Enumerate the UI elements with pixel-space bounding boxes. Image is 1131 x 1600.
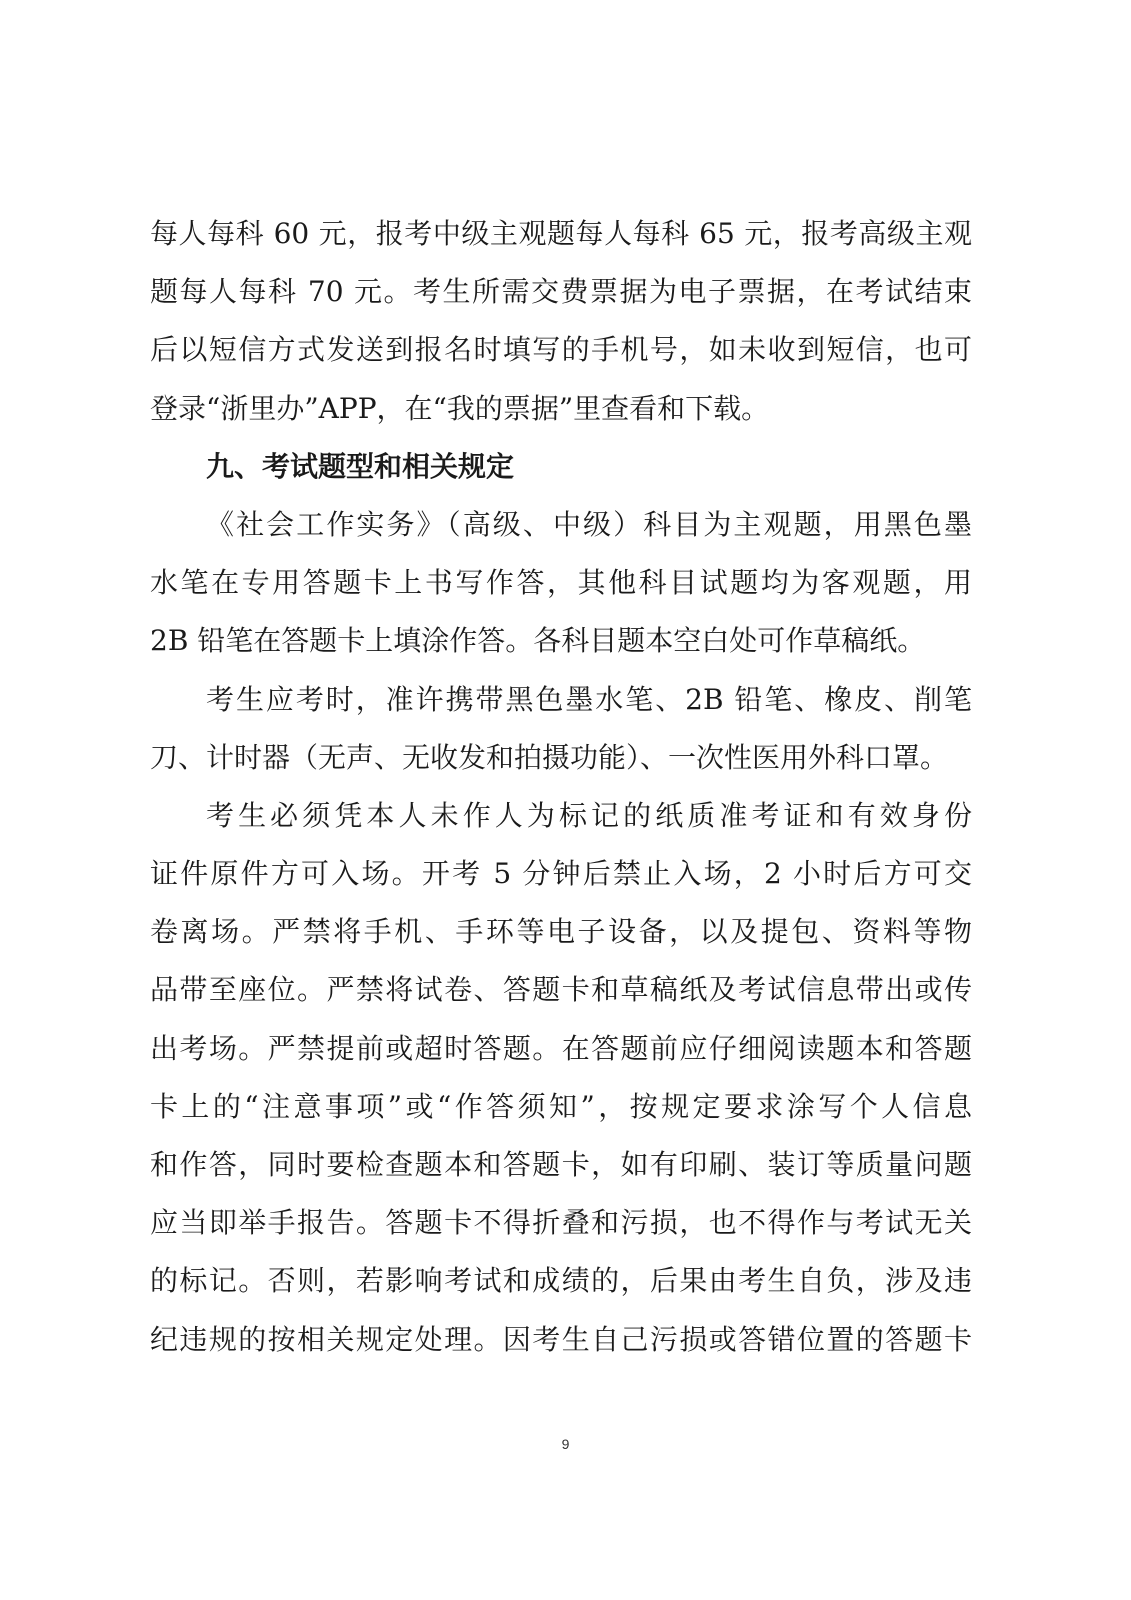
- text-line: 2B 铅笔在答题卡上填涂作答。各科目题本空白处可作草稿纸。: [150, 624, 926, 658]
- document-body: [150, 205, 972, 1369]
- text-line: 题每人每科 70 元。考生所需交费票据为电子票据，在考试结束: [150, 275, 972, 309]
- paragraph-exam-rules: [150, 787, 972, 1369]
- text-line: 刀、计时器（无声、无收发和拍摄功能）、一次性医用外科口罩。: [150, 740, 949, 774]
- text-line: 卡上的“注意事项”或“作答须知”，按规定要求涂写个人信息: [150, 1089, 972, 1123]
- text-line: 的标记。否则，若影响考试和成绩的，后果由考生自负，涉及违: [150, 1264, 972, 1298]
- paragraph-fee: [150, 205, 972, 438]
- text-line: 后以短信方式发送到报名时填写的手机号，如未收到短信，也可: [150, 333, 972, 367]
- text-line: 登录“浙里办”APP，在“我的票据”里查看和下载。: [150, 391, 770, 425]
- text-line: 卷离场。严禁将手机、手环等电子设备，以及提包、资料等物: [150, 915, 972, 949]
- text-line: 每人每科 60 元，报考中级主观题每人每科 65 元，报考高级主观: [150, 217, 972, 250]
- text-line: 纪违规的按相关规定处理。因考生自己污损或答错位置的答题卡: [150, 1322, 972, 1356]
- section-heading: 九、考试题型和相关规定: [206, 449, 515, 483]
- paragraph-question-types: [150, 496, 972, 671]
- paragraph-allowed-items: [150, 671, 972, 787]
- text-line: 和作答，同时要检查题本和答题卡，如有印刷、装订等质量问题: [150, 1148, 972, 1181]
- text-line: 品带至座位。严禁将试卷、答题卡和草稿纸及考试信息带出或传: [150, 973, 972, 1007]
- page-number: 9: [561, 1436, 570, 1452]
- text-line: 《社会工作实务》（高级、中级）科目为主观题，用黑色墨: [206, 507, 972, 541]
- text-line: 证件原件方可入场。开考 5 分钟后禁止入场，2 小时后方可交: [150, 857, 972, 891]
- text-line: 出考场。严禁提前或超时答题。在答题前应仔细阅读题本和答题: [150, 1031, 972, 1065]
- text-line: 应当即举手报告。答题卡不得折叠和污损，也不得作与考试无关: [150, 1206, 972, 1240]
- text-line: 考生应考时，准许携带黑色墨水笔、2B 铅笔、橡皮、削笔: [206, 682, 972, 716]
- text-line: 考生必须凭本人未作人为标记的纸质准考证和有效身份: [206, 798, 972, 832]
- text-line: 水笔在专用答题卡上书写作答，其他科目试题均为客观题，用: [150, 566, 972, 600]
